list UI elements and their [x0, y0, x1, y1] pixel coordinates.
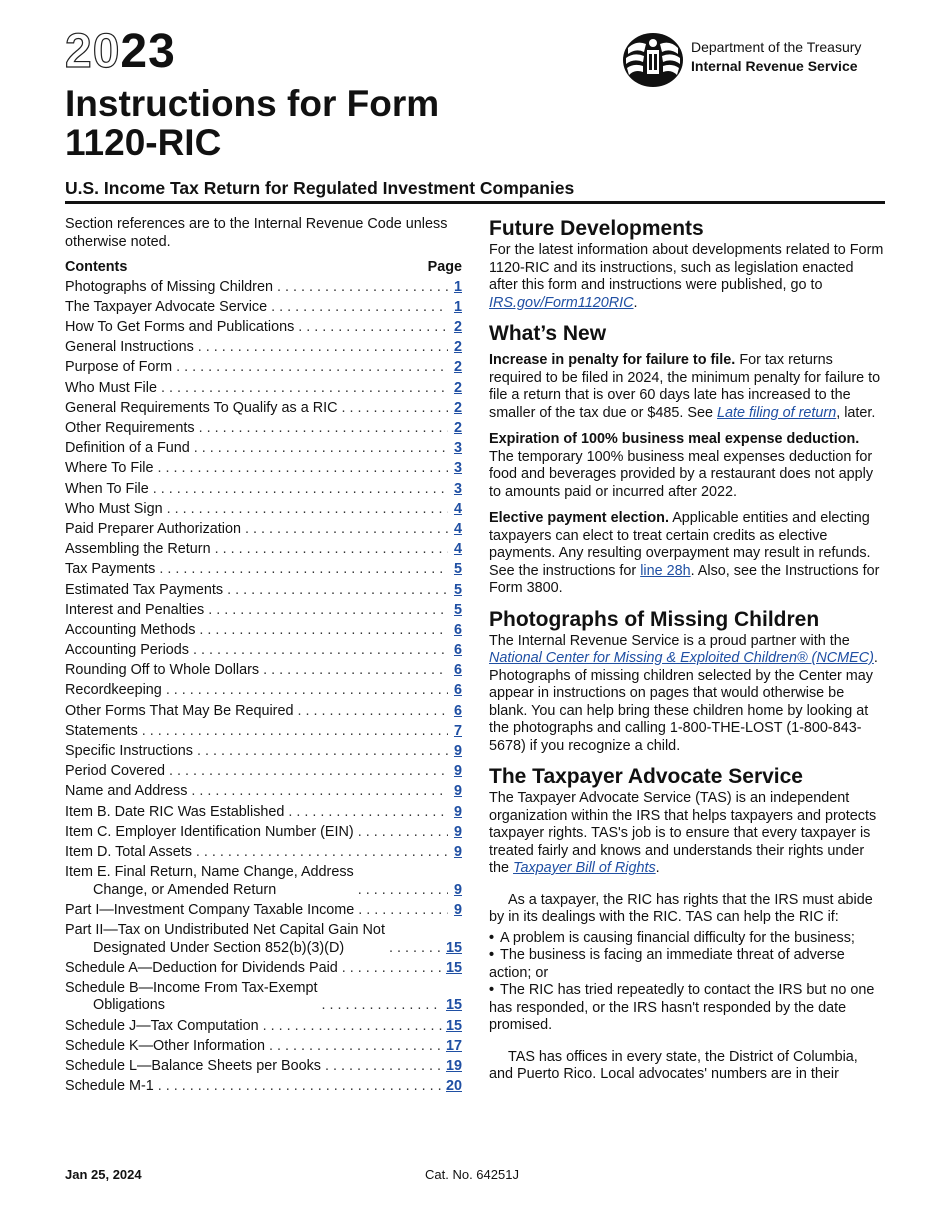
- title-line-1: Instructions for Form: [65, 83, 440, 124]
- tas-help-list: [489, 930, 885, 1035]
- bullet-icon: •: [489, 929, 495, 946]
- toc-entry-title-line: Schedule L—Balance Sheets per Books: [65, 1057, 321, 1074]
- toc-entry-title-line: Part II—Tax on Undistributed Net Capital Gain Not: [65, 922, 385, 938]
- toc-leader-dots: [321, 997, 442, 1015]
- toc-leader-dots: [199, 420, 448, 438]
- toc-entry[interactable]: [65, 1075, 462, 1095]
- list-item-text: The business is facing an immediate threat of adverse action; or: [489, 947, 845, 981]
- toc-entry-title-line: Assembling the Return: [65, 541, 211, 558]
- toc-page-link[interactable]: 6: [453, 702, 462, 719]
- toc-leader-dots: [358, 824, 448, 842]
- toc-page-link[interactable]: 1: [453, 278, 462, 295]
- toc-entry-title-continued: Designated Under Section 852(b)(3)(D): [93, 939, 345, 956]
- toc-page-link[interactable]: 3: [453, 480, 462, 497]
- list-item: [489, 947, 885, 982]
- toc-page-link[interactable]: 3: [453, 460, 462, 477]
- toc-leader-dots: [161, 380, 448, 398]
- year-outline: 20: [65, 25, 121, 78]
- form-subtitle: U.S. Income Tax Return for Regulated Investment Companies: [65, 178, 575, 198]
- contents-label: Contents: [65, 259, 128, 275]
- toc-leader-dots: [196, 844, 448, 862]
- toc-page-link[interactable]: 7: [453, 722, 462, 739]
- toc-entry-title: [65, 359, 172, 377]
- toc-entry-title: [65, 501, 163, 519]
- toc-entry-title: [65, 723, 138, 741]
- toc-entry[interactable]: [65, 700, 462, 720]
- toc-entry[interactable]: [65, 919, 462, 957]
- toc-page-link[interactable]: 20: [445, 1078, 462, 1095]
- toc-entry-title: [65, 864, 354, 899]
- toc-entry-title: [65, 602, 204, 620]
- toc-page-link[interactable]: 2: [453, 319, 462, 336]
- toc-entry[interactable]: [65, 761, 462, 781]
- agency-service: Internal Revenue Service: [691, 58, 858, 74]
- toc-entry-title-line: Photographs of Missing Children: [65, 278, 273, 295]
- toc-entry[interactable]: [65, 518, 462, 538]
- elective-payment-lead: Elective payment election.: [489, 510, 669, 526]
- missing-children-text: The Internal Revenue Service is a proud partner with the National Center for Missing & Exploited Children® (NCMEC). Photographs of missing children selected by the Center may appear in instructions on pages that would otherwise be blank. You can help bring these children home by looking at the photographs and calling 1-800-THE-LOST (1-800-843-5678) if you recognize a child.: [489, 632, 878, 754]
- toc-entry[interactable]: [65, 740, 462, 760]
- toc-page-link[interactable]: 17: [445, 1037, 462, 1054]
- form-year: [65, 25, 176, 78]
- toc-page-link[interactable]: 2: [453, 359, 462, 376]
- toc-entry[interactable]: [65, 276, 462, 296]
- toc-entry-title-line: Who Must Sign: [65, 500, 163, 517]
- tas-intro-text: The Taxpayer Advocate Service (TAS) is an independent organization within the IRS that helps taxpayers and protects taxpayer rights. TAS's job is to ensure that every taxpayer is treated fairly and knows and understands their rights under the Taxpayer Bill of Rights.: [489, 790, 877, 876]
- toc-entry-title-line: Period Covered: [65, 763, 165, 780]
- late-filing-link[interactable]: Late filing of return: [717, 404, 837, 421]
- toc-page-link[interactable]: 6: [453, 662, 462, 679]
- line-28h-link[interactable]: line 28h: [640, 562, 691, 579]
- toc-entry[interactable]: [65, 498, 462, 518]
- toc-entry[interactable]: [65, 377, 462, 397]
- toc-entry[interactable]: [65, 397, 462, 417]
- toc-entry[interactable]: [65, 559, 462, 579]
- toc-entry-title: [65, 703, 293, 721]
- toc-entry[interactable]: [65, 639, 462, 659]
- toc-entry-title: [65, 662, 259, 680]
- toc-entry-title-line: Accounting Methods: [65, 621, 196, 638]
- toc-page-link[interactable]: 9: [453, 803, 462, 820]
- toc-leader-dots: [277, 279, 448, 297]
- toc-entry-title: [65, 279, 273, 297]
- toc-leader-dots: [263, 1018, 442, 1036]
- toc-entry[interactable]: [65, 861, 462, 899]
- toc-entry[interactable]: [65, 478, 462, 498]
- toc-entry-title: [65, 804, 284, 822]
- toc-page-link[interactable]: 3: [453, 440, 462, 457]
- toc-entry-title: [65, 521, 241, 539]
- toc-page-link[interactable]: 9: [453, 743, 462, 759]
- toc-leader-dots: [142, 723, 448, 741]
- toc-entry[interactable]: [65, 296, 462, 316]
- toc-leader-dots: [208, 602, 448, 620]
- toc-page-link[interactable]: 4: [453, 520, 462, 537]
- toc-page-link[interactable]: 2: [453, 420, 462, 436]
- toc-entry-title: [65, 642, 189, 660]
- toc-leader-dots: [158, 1078, 442, 1096]
- toc-entry-title-line: Schedule J—Tax Computation: [65, 1017, 259, 1034]
- toc-entry[interactable]: [65, 720, 462, 740]
- toc-entry[interactable]: [65, 977, 462, 1015]
- toc-page-link[interactable]: 9: [453, 881, 462, 898]
- taxpayer-bill-of-rights-link[interactable]: Taxpayer Bill of Rights: [513, 860, 656, 876]
- toc-entry-title-line: Recordkeeping: [65, 682, 162, 699]
- toc-page-link[interactable]: 19: [445, 1057, 462, 1074]
- toc-leader-dots: [342, 960, 442, 978]
- meal-expense-lead: Expiration of 100% business meal expense deduction.: [489, 431, 860, 447]
- toc-entry-title: [65, 400, 337, 418]
- toc-leader-dots: [269, 1038, 442, 1056]
- toc-entry[interactable]: [65, 599, 462, 619]
- toc-page-link[interactable]: 15: [445, 1017, 462, 1034]
- toc-entry-title-line: Other Requirements: [65, 420, 195, 436]
- toc-entry[interactable]: [65, 801, 462, 821]
- ncmec-link[interactable]: National Center for Missing & Exploited Children® (NCMEC): [489, 650, 874, 666]
- toc-leader-dots: [197, 743, 448, 761]
- toc-page-link[interactable]: 5: [453, 601, 462, 618]
- toc-entry-title: [65, 582, 223, 600]
- toc-entry-title: [65, 1078, 154, 1096]
- toc-leader-dots: [227, 582, 448, 600]
- toc-entry-title: [65, 682, 162, 700]
- toc-leader-dots: [389, 940, 442, 958]
- list-item-text: The RIC has tried repeatedly to contact the IRS but no one has responded, or the IRS hasn't responded by the date promised.: [489, 982, 875, 1033]
- toc-entry-title: [65, 440, 190, 458]
- toc-entry-title: [65, 380, 157, 398]
- page-title: [65, 84, 545, 162]
- toc-entry-title: [65, 902, 354, 920]
- toc-entry-title-line: General Requirements To Qualify as a RIC: [65, 399, 338, 416]
- toc-entry-title: [65, 743, 193, 761]
- toc-entry-title-line: Schedule K—Other Information: [65, 1037, 265, 1054]
- toc-entry[interactable]: [65, 821, 462, 841]
- future-developments-text: For the latest information about developments related to Form 1120-RIC and its instructions, such as legislation enacted after this form and instructions were published, go to IRS.gov/Form1120RIC.: [489, 242, 884, 311]
- toc-entry-title-line: General Instructions: [65, 339, 194, 356]
- toc-page-link[interactable]: 9: [453, 823, 462, 840]
- toc-entry[interactable]: [65, 619, 462, 639]
- whats-new-heading: What’s New: [489, 322, 607, 345]
- toc-entry-title-line: Accounting Periods: [65, 642, 189, 659]
- header-divider: [65, 201, 885, 204]
- form-1120ric-link[interactable]: IRS.gov/Form1120RIC: [489, 294, 634, 311]
- toc-entry-title-line: When To File: [65, 480, 149, 497]
- toc-entry[interactable]: [65, 357, 462, 377]
- section-references-note: Section references are to the Internal Revenue Code unless otherwise noted.: [65, 216, 448, 250]
- toc-leader-dots: [198, 339, 448, 357]
- toc-entry-title-line: Purpose of Form: [65, 359, 173, 376]
- toc-page-link[interactable]: 9: [453, 783, 462, 800]
- toc-page-link[interactable]: 2: [453, 379, 462, 396]
- toc-entry[interactable]: [65, 438, 462, 458]
- missing-children-heading: Photographs of Missing Children: [489, 607, 820, 631]
- toc-entry-title: [65, 844, 192, 862]
- toc-entry-title: [65, 339, 194, 357]
- toc-leader-dots: [297, 703, 448, 721]
- toc-page-link[interactable]: 15: [445, 959, 462, 976]
- toc-entry-title: [65, 824, 354, 842]
- toc-entry-title: [65, 561, 155, 579]
- toc-leader-dots: [199, 622, 448, 640]
- contents-header: [65, 259, 462, 276]
- toc-page-link[interactable]: 6: [453, 682, 462, 699]
- toc-leader-dots: [341, 400, 448, 418]
- toc-entry-title: [65, 541, 211, 559]
- toc-page-link[interactable]: 5: [453, 581, 462, 598]
- toc-leader-dots: [191, 783, 448, 801]
- toc-entry-title: [65, 783, 187, 801]
- toc-entry-title: [65, 922, 385, 957]
- left-column: [65, 216, 462, 1096]
- toc-entry-title-line: Name and Address: [65, 783, 188, 800]
- table-of-contents: [65, 276, 462, 1096]
- toc-page-link[interactable]: 5: [453, 561, 462, 578]
- agency-block: [622, 32, 892, 88]
- toc-leader-dots: [245, 521, 448, 539]
- toc-entry-title: [65, 481, 149, 499]
- toc-entry[interactable]: [65, 781, 462, 801]
- toc-entry-title-line: Schedule B—Income From Tax-Exempt: [65, 979, 318, 996]
- toc-entry-title-line: How To Get Forms and Publications: [65, 319, 295, 336]
- tas-rights-text: As a taxpayer, the RIC has rights that the IRS must abide by in its dealings with the RIC. TAS can help the RIC if:: [489, 891, 873, 925]
- toc-entry-title: [65, 319, 294, 337]
- agency-department: Department of the Treasury: [691, 39, 862, 55]
- toc-entry-title-continued: Change, or Amended Return: [93, 881, 277, 898]
- toc-entry-title-line: Item C. Employer Identification Number (EIN): [65, 823, 354, 840]
- toc-entry-title-line: Interest and Penalties: [65, 601, 205, 618]
- toc-entry[interactable]: [65, 1055, 462, 1075]
- toc-entry[interactable]: [65, 841, 462, 861]
- toc-leader-dots: [215, 541, 448, 559]
- toc-leader-dots: [358, 902, 448, 920]
- toc-page-link[interactable]: 9: [453, 843, 462, 860]
- toc-entry-title-line: Part I—Investment Company Taxable Income: [65, 901, 355, 918]
- toc-page-link[interactable]: 4: [453, 500, 462, 517]
- toc-leader-dots: [193, 642, 448, 660]
- toc-entry-title: [65, 1018, 259, 1036]
- toc-entry-title-line: Item D. Total Assets: [65, 843, 192, 860]
- toc-page-link[interactable]: 1: [453, 298, 462, 315]
- toc-leader-dots: [176, 359, 448, 377]
- toc-leader-dots: [263, 662, 448, 680]
- toc-page-link[interactable]: 15: [445, 939, 462, 956]
- toc-entry-title-line: Schedule A—Deduction for Dividends Paid: [65, 959, 338, 976]
- toc-leader-dots: [325, 1058, 442, 1076]
- toc-page-link[interactable]: 9: [453, 763, 462, 780]
- toc-entry-title-line: Other Forms That May Be Required: [65, 702, 294, 719]
- revision-date: Jan 25, 2024: [65, 1167, 142, 1182]
- toc-page-link[interactable]: 15: [445, 997, 462, 1014]
- toc-page-link[interactable]: 2: [453, 399, 462, 416]
- toc-entry[interactable]: [65, 579, 462, 599]
- list-item: [489, 930, 885, 948]
- elective-payment-paragraph: Elective payment election. Applicable entities and electing taxpayers can elect to treat certain credits as elective payments. Any resulting overpayment may result in refunds. See the instructions for line 28h. Also, see the Instructions for Form 3800.: [489, 510, 880, 596]
- toc-leader-dots: [194, 440, 448, 458]
- taxpayer-advocate-heading: The Taxpayer Advocate Service: [489, 765, 803, 788]
- toc-entry-title-line: Where To File: [65, 460, 154, 477]
- toc-entry[interactable]: [65, 1035, 462, 1055]
- right-column: [489, 216, 885, 1093]
- toc-entry-title: [65, 460, 154, 478]
- list-item-text: A problem is causing financial difficulty for the business;: [500, 929, 855, 946]
- bullet-icon: •: [489, 982, 495, 998]
- meal-expense-paragraph: Expiration of 100% business meal expense deduction. The temporary 100% business meal expenses deduction for food and beverages provided by a restaurant does not apply to amounts paid or incurred after 2022.: [489, 431, 874, 500]
- toc-leader-dots: [159, 561, 448, 579]
- tas-offices-text: TAS has offices in every state, the District of Columbia, and Puerto Rico. Local advocates' numbers are in their: [489, 1048, 858, 1082]
- bullet-icon: •: [489, 947, 495, 963]
- toc-entry[interactable]: [65, 660, 462, 680]
- toc-entry-title-line: Statements: [65, 722, 138, 739]
- penalty-paragraph: Increase in penalty for failure to file. For tax returns required to be filed in 2024, the minimum penalty for failure to file a return that is over 60 days late has increased to the smaller of the tax due or $485. See Late filing of return, later.: [489, 352, 881, 421]
- toc-entry[interactable]: [65, 538, 462, 558]
- year-solid: 23: [120, 25, 176, 78]
- irs-eagle-logo-icon: [622, 32, 684, 88]
- title-line-2: 1120-RIC: [65, 122, 222, 163]
- toc-entry-title-line: Paid Preparer Authorization: [65, 520, 241, 537]
- toc-leader-dots: [166, 682, 448, 700]
- toc-entry-title: [65, 1038, 265, 1056]
- toc-entry-title: [65, 622, 195, 640]
- toc-entry-title-line: Definition of a Fund: [65, 440, 190, 457]
- toc-leader-dots: [153, 481, 448, 499]
- toc-page-link[interactable]: 9: [453, 901, 462, 918]
- toc-leader-dots: [288, 804, 448, 822]
- toc-entry-title: [65, 299, 267, 317]
- toc-entry-title-line: The Taxpayer Advocate Service: [65, 298, 268, 315]
- toc-entry-title-line: Tax Payments: [65, 561, 156, 578]
- toc-leader-dots: [358, 882, 448, 900]
- toc-page-link[interactable]: 6: [453, 642, 462, 659]
- toc-entry[interactable]: [65, 458, 462, 478]
- toc-page-link[interactable]: 2: [453, 339, 462, 356]
- toc-page-link[interactable]: 4: [453, 541, 462, 558]
- toc-entry-title: [65, 980, 317, 1015]
- toc-page-link[interactable]: 6: [453, 621, 462, 638]
- toc-entry-title-line: Item E. Final Return, Name Change, Address: [65, 864, 354, 881]
- toc-entry-title-line: Rounding Off to Whole Dollars: [65, 662, 260, 679]
- toc-entry[interactable]: [65, 680, 462, 700]
- toc-entry-title: [65, 763, 165, 781]
- toc-entry-title-line: Who Must File: [65, 379, 157, 396]
- toc-entry[interactable]: [65, 417, 462, 437]
- toc-entry-title: [65, 1058, 321, 1076]
- toc-leader-dots: [169, 763, 448, 781]
- toc-entry[interactable]: [65, 337, 462, 357]
- toc-entry-title-line: Item B. Date RIC Was Established: [65, 803, 285, 820]
- page-label: Page: [427, 259, 462, 275]
- toc-entry-title: [65, 420, 195, 438]
- toc-entry[interactable]: [65, 957, 462, 977]
- future-developments-heading: Future Developments: [489, 217, 704, 240]
- toc-entry[interactable]: [65, 1015, 462, 1035]
- toc-leader-dots: [167, 501, 448, 519]
- toc-entry-title-line: Schedule M-1: [65, 1078, 154, 1095]
- toc-entry-title: [65, 960, 338, 978]
- list-item: [489, 982, 885, 1035]
- toc-leader-dots: [158, 460, 448, 478]
- toc-entry[interactable]: [65, 899, 462, 919]
- toc-entry[interactable]: [65, 316, 462, 336]
- toc-leader-dots: [298, 319, 448, 337]
- penalty-lead: Increase in penalty for failure to file.: [489, 352, 736, 368]
- toc-leader-dots: [271, 299, 448, 317]
- toc-entry-title-line: Specific Instructions: [65, 743, 193, 759]
- toc-entry-title-line: Estimated Tax Payments: [65, 581, 224, 598]
- catalog-number: Cat. No. 64251J: [425, 1167, 519, 1182]
- toc-entry-title-continued: Obligations: [93, 997, 165, 1014]
